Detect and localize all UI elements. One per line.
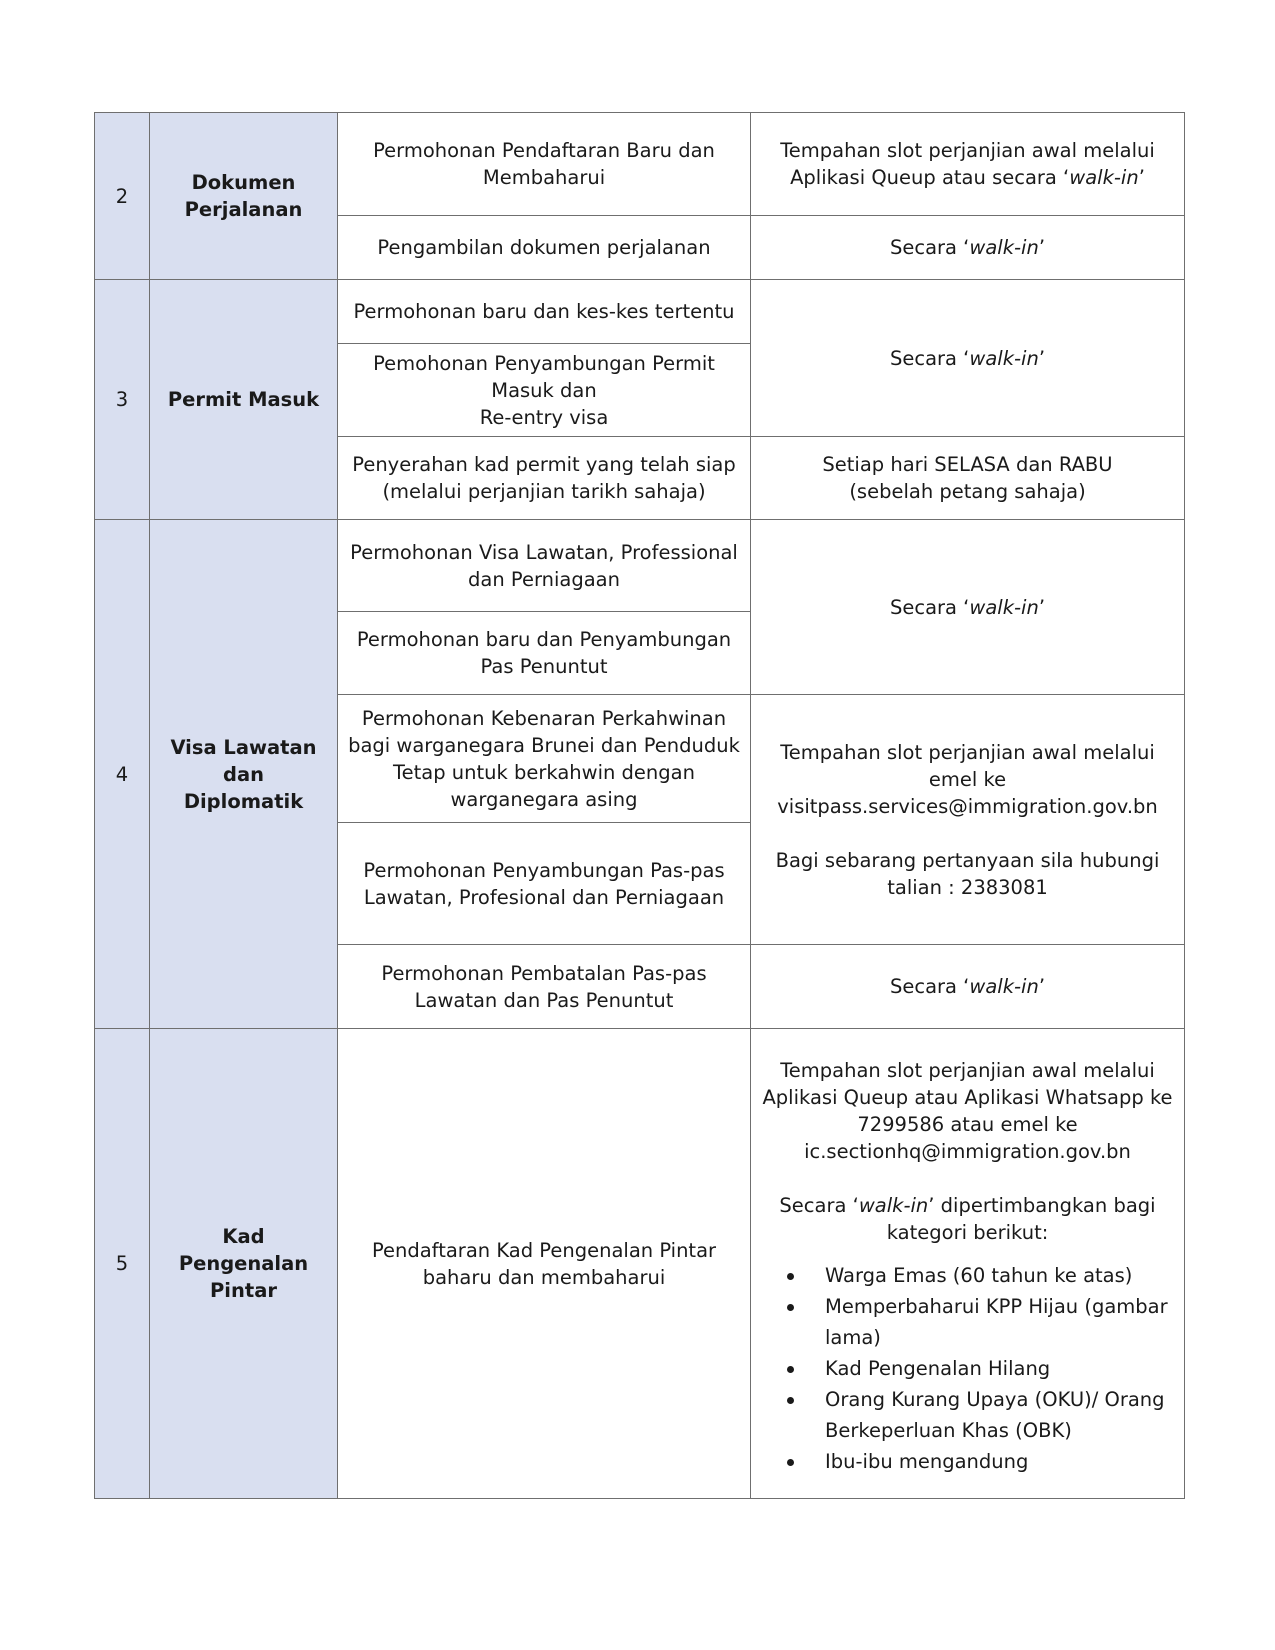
spacer — [761, 820, 1174, 847]
service-cell: Permohonan Pembatalan Pas-pas Lawatan dan Pas Penuntut — [338, 945, 751, 1029]
spacer — [761, 1165, 1174, 1192]
method-text: Tempahan slot perjanjian awal melalui Aplikasi Queup atau secara — [780, 139, 1155, 189]
service-cell: Pengambilan dokumen perjalanan — [338, 216, 751, 280]
spacer — [761, 1246, 1174, 1260]
service-cell: Permohonan baru dan kes-kes tertentu — [338, 280, 751, 344]
method-cell — [751, 695, 1185, 945]
services-table — [94, 112, 1185, 1499]
category-list — [761, 1260, 1174, 1477]
walk-in-text: walk-in — [969, 236, 1039, 259]
email-link[interactable]: ic.sectionhq@immigration.gov.bn — [804, 1139, 1131, 1163]
category-label: Permit Masuk — [150, 280, 338, 520]
list-item: Orang Kurang Upaya (OKU)/ Orang Berkeperluan Khas (OBK) — [779, 1384, 1174, 1446]
table-row — [95, 280, 1185, 344]
method-text: Tempahan slot perjanjian awal melalui emel ke — [780, 740, 1155, 791]
service-cell: Permohonan Penyambungan Pas-pas Lawatan, Profesional dan Perniagaan — [338, 823, 751, 945]
method-cell: Secara ‘walk-in’ — [751, 945, 1185, 1029]
method-text: Secara — [889, 595, 957, 619]
walk-in-text: walk-in — [969, 346, 1039, 370]
method-text: Tempahan slot perjanjian awal melalui Aplikasi Queup atau Aplikasi Whatsapp ke 7299586 atau emel ke — [762, 1058, 1173, 1136]
schedule-note: (sebelah petang sahaja) — [849, 480, 1086, 503]
method-text: Secara — [779, 1193, 847, 1217]
walk-in-text: walk-in — [969, 595, 1039, 619]
service-cell: Permohonan Visa Lawatan, Professional dan Perniagaan — [338, 520, 751, 612]
table-row — [95, 1029, 1185, 1499]
method-text: Secara — [889, 236, 957, 259]
email-link[interactable]: visitpass.services@immigration.gov.bn — [777, 794, 1158, 818]
method-cell — [751, 1029, 1185, 1499]
walk-in-text: walk-in — [858, 1193, 929, 1217]
service-text: Re-entry visa — [479, 405, 609, 429]
method-cell: Secara ‘walk-in’ — [751, 216, 1185, 280]
method-text: Secara — [889, 975, 957, 998]
walk-in-note: dipertimbangkan bagi kategori berikut: — [886, 1193, 1156, 1244]
method-cell — [751, 437, 1185, 520]
category-label: Visa Lawatan dan Diplomatik — [150, 520, 338, 1029]
walk-in-text: walk-in — [969, 975, 1039, 998]
service-cell: Permohonan baru dan Penyambungan Pas Penuntut — [338, 612, 751, 695]
list-item: Warga Emas (60 tahun ke atas) — [779, 1260, 1174, 1291]
list-item: Memperbaharui KPP Hijau (gambar lama) — [779, 1291, 1174, 1353]
enquiry-text: Bagi sebarang pertanyaan sila hubungi talian : 2383081 — [775, 848, 1160, 899]
service-text: Pemohonan Penyambungan Permit Masuk dan — [373, 351, 715, 402]
category-label: Dokumen Perjalanan — [150, 113, 338, 280]
row-number: 3 — [95, 280, 150, 520]
list-item: Kad Pengenalan Hilang — [779, 1353, 1174, 1384]
service-cell: Permohonan Pendaftaran Baru dan Membaharui — [338, 113, 751, 216]
list-item: Ibu-ibu mengandung — [779, 1446, 1174, 1477]
service-cell: Penyerahan kad permit yang telah siap (melalui perjanjian tarikh sahaja) — [338, 437, 751, 520]
service-cell — [338, 344, 751, 437]
service-cell: Permohonan Kebenaran Perkahwinan bagi warganegara Brunei dan Penduduk Tetap untuk berkahwin dengan warganegara asing — [338, 695, 751, 823]
method-cell: Secara ‘walk-in’ — [751, 280, 1185, 437]
method-cell: Tempahan slot perjanjian awal melalui Aplikasi Queup atau secara ‘walk-in’ — [751, 113, 1185, 216]
method-cell: Secara ‘walk-in’ — [751, 520, 1185, 695]
walk-in-line: Secara ‘walk-in’ dipertimbangkan bagi kategori berikut: — [779, 1193, 1156, 1244]
service-cell: Pendaftaran Kad Pengenalan Pintar baharu dan membaharui — [338, 1029, 751, 1499]
method-text: Secara — [889, 346, 957, 370]
schedule-text: Setiap hari SELASA dan RABU — [822, 453, 1113, 476]
row-number: 5 — [95, 1029, 150, 1499]
walk-in-text: walk-in — [1069, 166, 1139, 189]
row-number: 2 — [95, 113, 150, 280]
table-row — [95, 520, 1185, 612]
category-label: Kad Pengenalan Pintar — [150, 1029, 338, 1499]
table-row — [95, 113, 1185, 216]
row-number: 4 — [95, 520, 150, 1029]
